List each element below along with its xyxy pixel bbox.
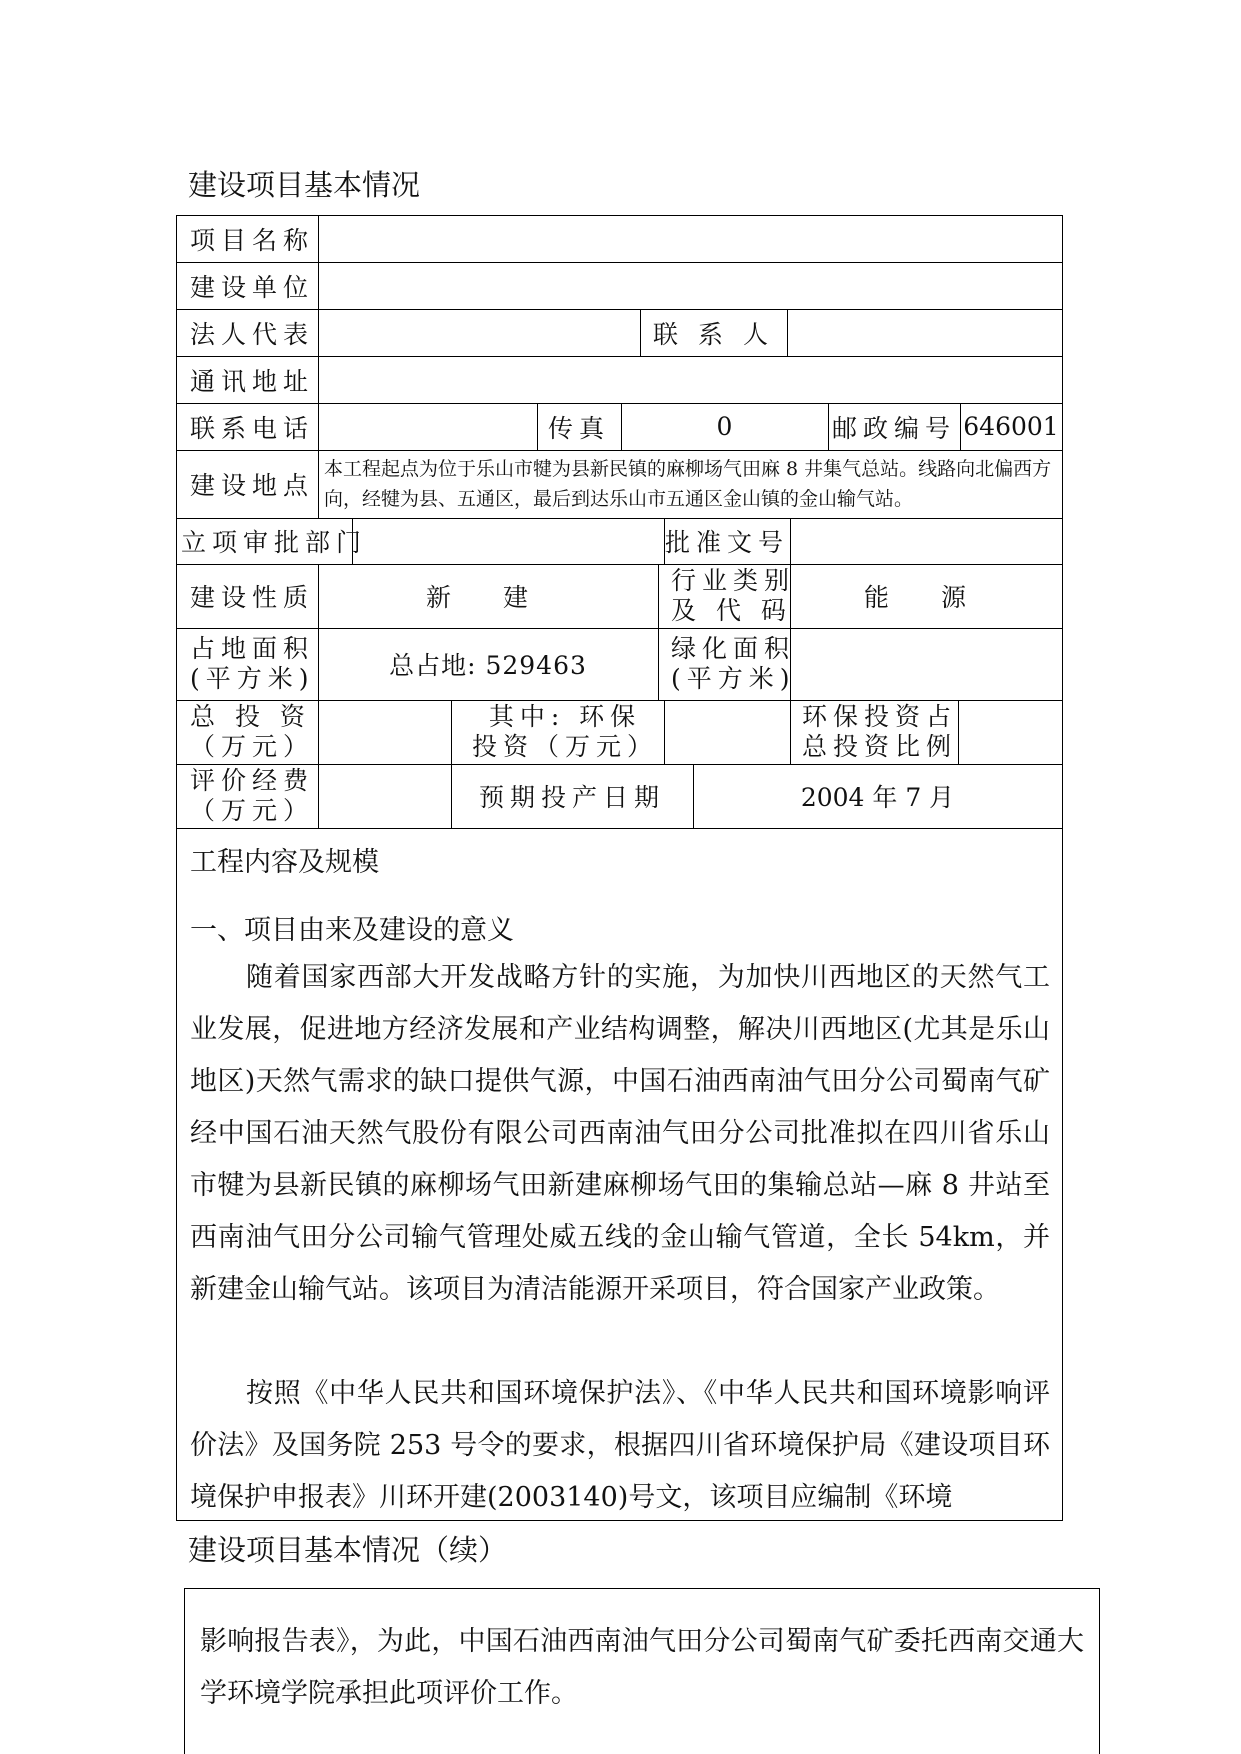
section-title: 工程内容及规模	[190, 847, 379, 878]
nature-label: 建设性质	[190, 583, 315, 612]
env-invest-label-line2: 投资（万元）	[472, 732, 659, 761]
location-value: 本工程起点为位于乐山市犍为县新民镇的麻柳场气田麻 8 井集气总站。线路向北偏西方向，经犍为县、五通区，最后到达乐山市五通区金山镇的金山输气站。	[324, 458, 1052, 510]
area-label	[190, 628, 315, 700]
env-ratio-label-line1: 环保投资占	[802, 702, 958, 731]
page-title: 建设项目基本情况	[188, 168, 421, 202]
location-label: 建设地点	[190, 471, 315, 500]
phone-label: 联系电话	[190, 413, 315, 443]
area-label-line1: 占地面积	[190, 634, 315, 663]
env-invest-label	[472, 700, 658, 764]
legal-rep-label: 法人代表	[190, 319, 315, 349]
green-area-label-line1: 绿化面积	[671, 634, 796, 663]
fax-value: 0	[716, 412, 733, 441]
contact-person-label: 联 系 人	[653, 319, 774, 349]
paragraph-regulations: 按照《中华人民共和国环境保护法》、《中华人民共和国环境影响评价法》及国务院 253 号令的要求，根据四川省环境保护局《建设项目环境保护申报表》川环开建(2003140)号文，该项目应编制《环境	[190, 1378, 1050, 1513]
nature-value: 新 建	[426, 583, 550, 612]
env-ratio-label	[802, 700, 957, 764]
eval-fee-label-line1: 评价经费	[190, 766, 315, 795]
continued-paragraph: 影响报告表》，为此，中国石油西南油气田分公司蜀南气矿委托西南交通大学环境学院承担此项评价工作。	[200, 1626, 1084, 1709]
paragraph-origin: 随着国家西部大开发战略方针的实施，为加快川西地区的天然气工业发展，促进地方经济发展和产业结构调整，解决川西地区(尤其是乐山地区)天然气需求的缺口提供气源，中国石油西南油气田分公司蜀南气矿经中国石油天然气股份有限公司西南油气田分公司批准拟在四川省乐山市犍为县新民镇的麻柳场气田新建麻柳场气田的集输总站—麻 8 井站至西南油气田分公司输气管理处威五线的金山输气管道，全长 54km，并新建金山输气站。该项目为清洁能源开采项目，符合国家产业政策。	[190, 962, 1050, 1305]
postcode-label: 邮政编号	[831, 413, 956, 443]
start-date-value: 2004 年 7 月	[800, 783, 955, 812]
env-invest-label-line1: 其中: 环保	[488, 702, 642, 731]
postcode-value: 646001	[963, 412, 1059, 441]
industry-label	[671, 564, 795, 628]
sub-title: 一、项目由来及建设的意义	[190, 915, 514, 946]
approval-dept-label: 立项审批部门	[181, 528, 368, 557]
fax-label: 传真	[547, 413, 610, 443]
eval-fee-label	[190, 764, 314, 828]
eval-fee-label-line2: （万元）	[190, 796, 315, 825]
approval-no-label: 批准文号	[664, 528, 789, 557]
total-invest-label-line2: （万元）	[190, 732, 315, 761]
total-invest-label-line1: 总 投 资	[190, 702, 311, 731]
env-ratio-label-line2: 总投资比例	[802, 732, 958, 761]
continued-title: 建设项目基本情况（续）	[188, 1533, 508, 1567]
industry-label-line2: 及 代 码	[671, 596, 792, 625]
start-date-label: 预期投产日期	[478, 783, 665, 812]
address-label: 通讯地址	[190, 366, 315, 396]
industry-value: 能 源	[864, 583, 988, 612]
project-name-label: 项目名称	[190, 225, 315, 255]
area-label-line2: (平方米)	[190, 664, 315, 693]
green-area-label-line2: (平方米)	[671, 664, 796, 693]
green-area-label	[671, 628, 796, 700]
area-value: 总占地: 529463	[389, 651, 587, 680]
total-invest-label	[190, 700, 314, 764]
construction-unit-label: 建设单位	[190, 272, 315, 302]
industry-label-line1: 行业类别	[671, 566, 796, 595]
